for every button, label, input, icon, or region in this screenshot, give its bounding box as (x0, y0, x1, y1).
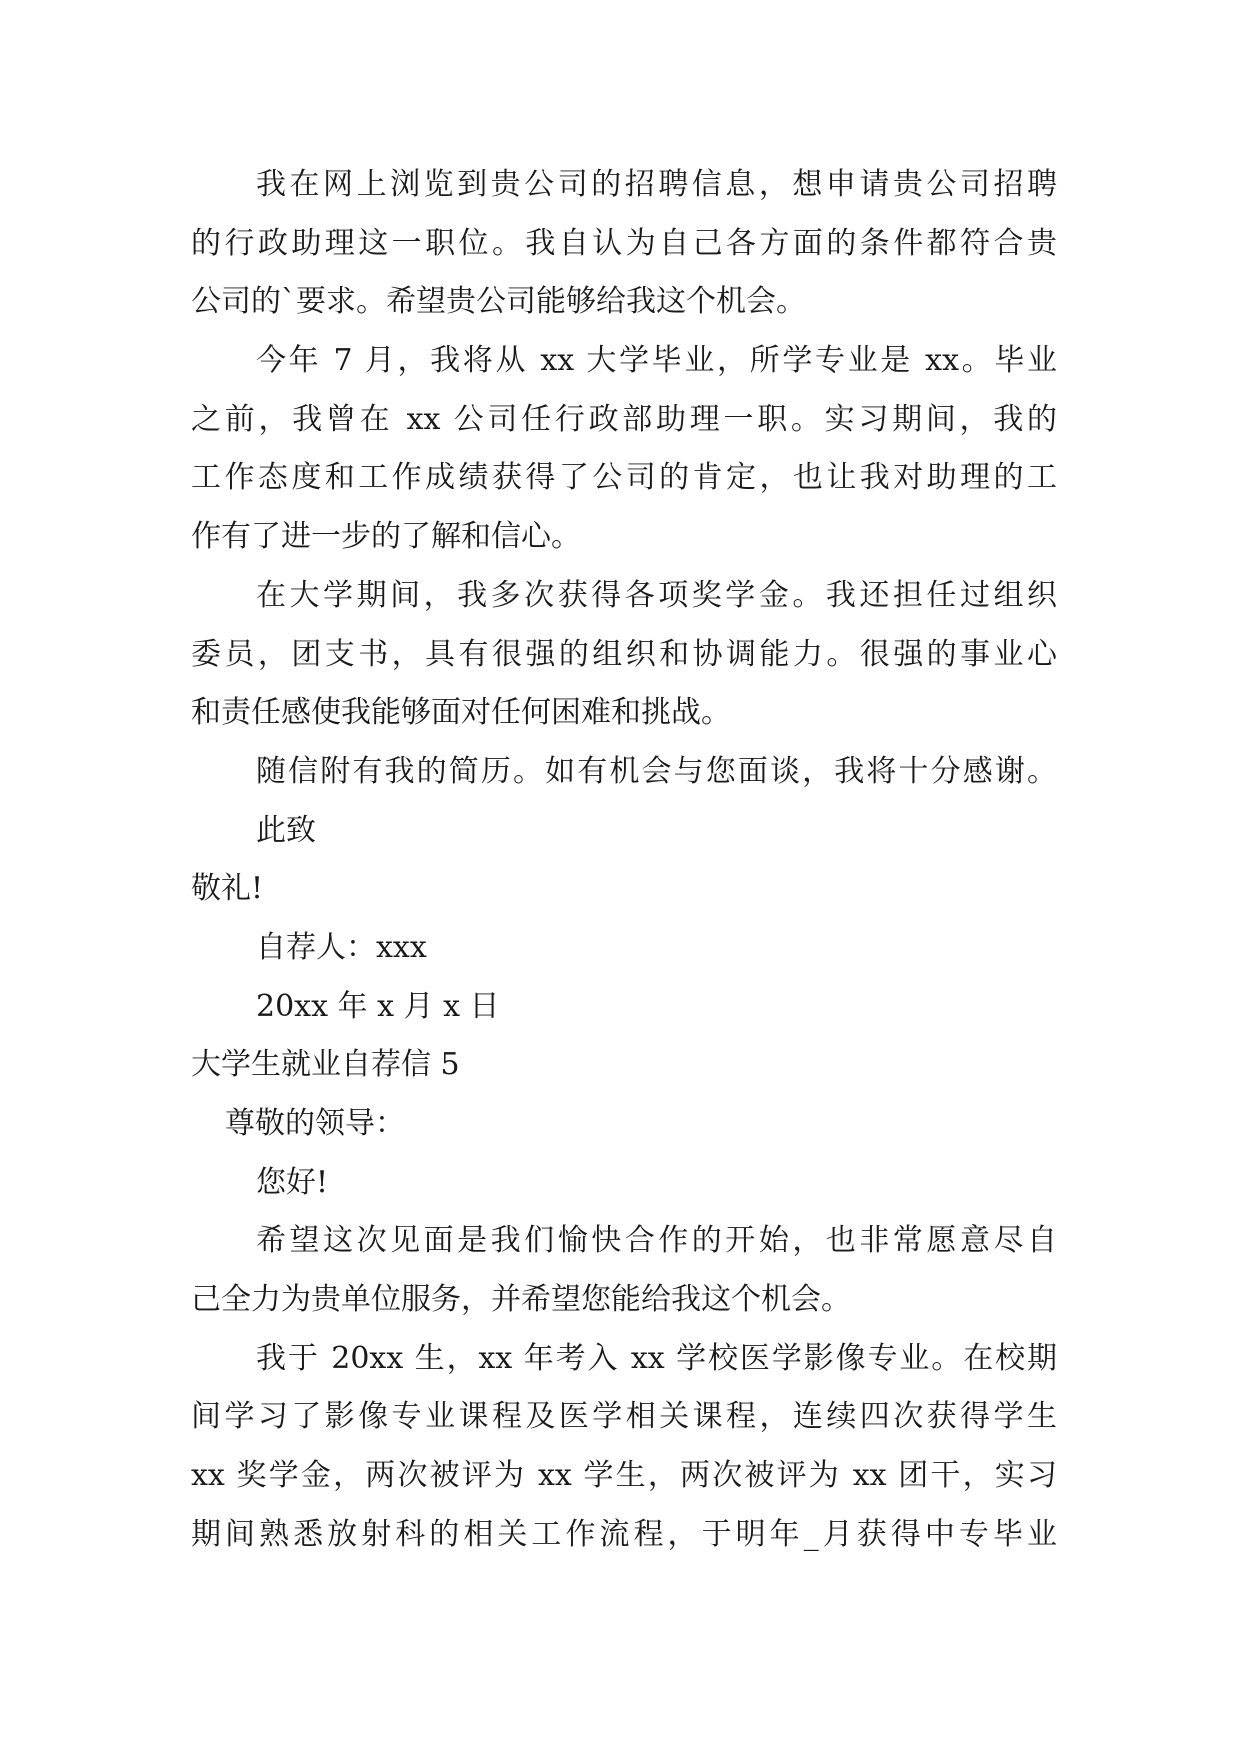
paragraph-line: 的行政助理这一职位。我自认为自己各方面的条件都符合贵 (191, 225, 1057, 261)
letter-closing: 此致 (256, 812, 316, 848)
paragraph-line: 间学习了影像专业课程及医学相关课程，连续四次获得学生 (191, 1399, 1057, 1435)
paragraph-line: 我在网上浏览到贵公司的招聘信息，想申请贵公司招聘 (256, 167, 1057, 202)
paragraph-line: 之前，我曾在 xx 公司任行政部助理一职。实习期间，我的 (191, 401, 1057, 437)
letter-greeting: 尊敬的领导： (225, 1106, 405, 1141)
paragraph-line: 己全力为贵单位服务，并希望您能给我这个机会。 (191, 1282, 851, 1318)
paragraph-line: 希望这次见面是我们愉快合作的开始，也非常愿意尽自 (256, 1223, 1057, 1259)
paragraph-line: 和责任感使我能够面对任何困难和挑战。 (191, 695, 731, 731)
paragraph-line: 公司的`要求。希望贵公司能够给我这个机会。 (191, 284, 806, 320)
letter-hello: 您好! (256, 1164, 329, 1200)
paragraph-line: 今年 7 月，我将从 xx 大学毕业，所学专业是 xx。毕业 (256, 343, 1057, 379)
letter-date: 20xx 年 x 月 x 日 (256, 988, 500, 1024)
letter-regards: 敬礼! (191, 871, 264, 907)
letter-signature: 自荐人：xxx (256, 929, 427, 965)
section-title: 大学生就业自荐信 5 (191, 1047, 460, 1083)
paragraph-line: 委员，团支书，具有很强的组织和协调能力。很强的事业心 (191, 636, 1057, 672)
paragraph-line: 工作态度和工作成绩获得了公司的肯定，也让我对助理的工 (191, 460, 1057, 496)
paragraph-line: xx 奖学金，两次被评为 xx 学生，两次被评为 xx 团干，实习 (191, 1458, 1057, 1494)
paragraph-line: 期间熟悉放射科的相关工作流程，于明年_月获得中专毕业 (191, 1516, 1057, 1552)
document-page (191, 156, 1057, 1565)
paragraph-line: 作有了进一步的了解和信心。 (191, 519, 581, 555)
paragraph-line: 随信附有我的简历。如有机会与您面谈，我将十分感谢。 (256, 753, 1057, 789)
paragraph-line: 在大学期间，我多次获得各项奖学金。我还担任过组织 (256, 577, 1057, 613)
paragraph-line: 我于 20xx 生，xx 年考入 xx 学校医学影像专业。在校期 (256, 1340, 1057, 1376)
